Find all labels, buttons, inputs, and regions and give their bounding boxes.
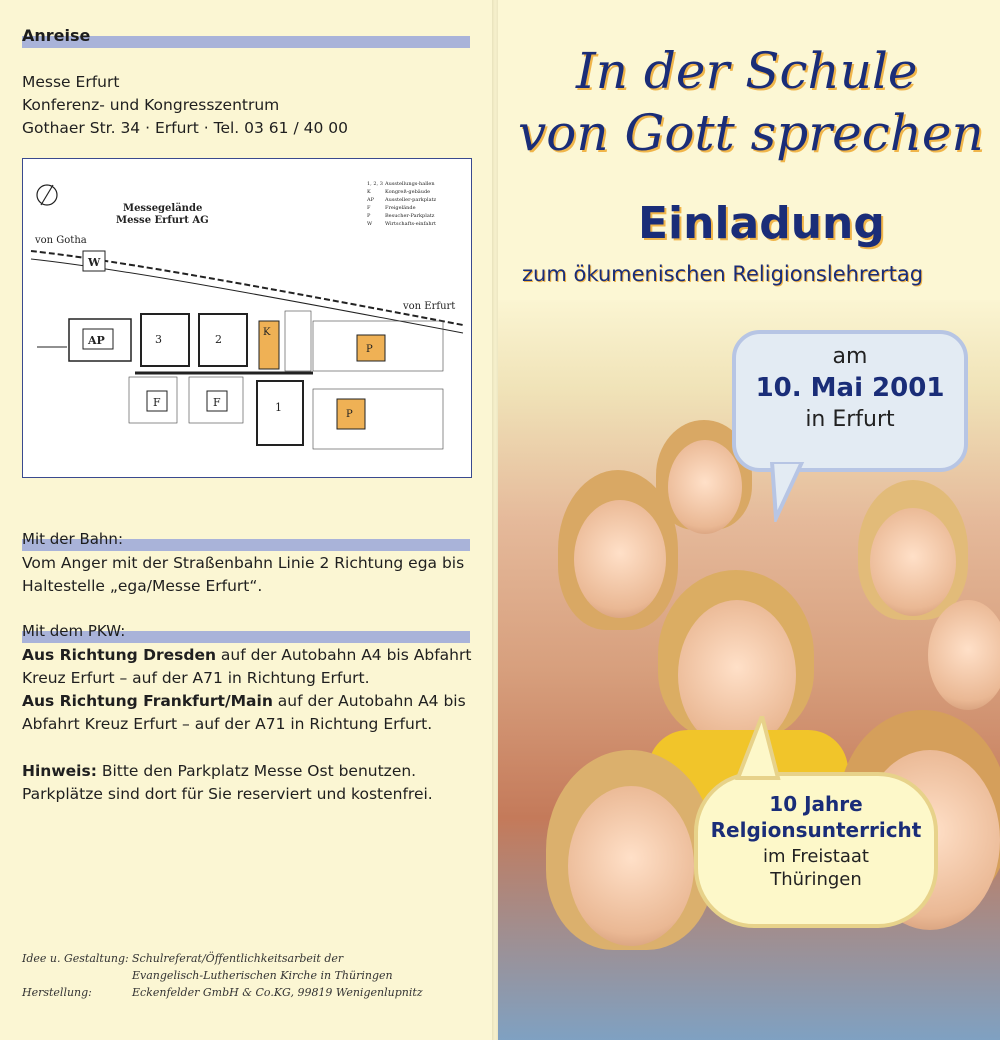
anniversary-line-4: Thüringen bbox=[770, 869, 862, 890]
map-label-2: 2 bbox=[215, 333, 222, 346]
anniversary-line-3: im Freistaat bbox=[763, 846, 869, 867]
map-legend-label: Ausstellungs-hallen bbox=[385, 181, 435, 187]
site-map bbox=[22, 158, 472, 478]
map-from-gotha: von Gotha bbox=[35, 235, 87, 246]
pkw-dresden-line-2: Kreuz Erfurt – auf der A71 in Richtung Erfurt. bbox=[22, 669, 370, 687]
bahn-heading: Mit der Bahn: bbox=[22, 530, 123, 548]
address-line-3: Gothaer Str. 34 · Erfurt · Tel. 03 61 / 40 00 bbox=[22, 119, 348, 137]
anniversary-bubble-tail bbox=[732, 716, 782, 786]
map-legend-key: W bbox=[367, 221, 373, 227]
date-bubble-tail bbox=[768, 462, 808, 522]
credit-idee-2: Evangelisch-Lutherischen Kirche in Thüringen bbox=[132, 969, 393, 982]
map-legend-label: Besucher-Parkplatz bbox=[385, 213, 435, 219]
map-legend bbox=[366, 181, 437, 227]
bahn-line-2: Haltestelle „ega/Messe Erfurt“. bbox=[22, 577, 263, 595]
pkw-dresden-bold: Aus Richtung Dresden bbox=[22, 646, 216, 664]
map-label-p1: P bbox=[366, 344, 373, 355]
map-label-1: 1 bbox=[275, 401, 282, 414]
map-label-f1: F bbox=[153, 396, 161, 409]
map-label-ap: AP bbox=[88, 334, 105, 347]
title-line-1: In der Schule bbox=[576, 42, 918, 100]
map-legend-key: AP bbox=[367, 197, 374, 203]
date-bubble-date: 10. Mai 2001 bbox=[755, 373, 945, 403]
left-panel bbox=[0, 0, 492, 1040]
title-line-2: von Gott sprechen bbox=[518, 104, 984, 162]
pkw-frankfurt-line-2: Abfahrt Kreuz Erfurt – auf der A71 in Richtung Erfurt. bbox=[22, 715, 433, 733]
hinweis-bold: Hinweis: bbox=[22, 762, 97, 780]
site-map-drawing bbox=[23, 159, 471, 477]
credit-idee-label: Idee u. Gestaltung: bbox=[22, 952, 129, 965]
map-legend-key: 1, 2, 3 bbox=[367, 181, 383, 187]
pkw-frankfurt-rest: auf der Autobahn A4 bis bbox=[272, 692, 466, 710]
map-site-label-2: Messe Erfurt AG bbox=[116, 215, 209, 226]
pkw-dresden-rest: auf der Autobahn A4 bis Abfahrt bbox=[216, 646, 472, 664]
map-site-label-1: Messegelände bbox=[123, 203, 203, 214]
map-legend-key: K bbox=[367, 189, 371, 195]
child-face bbox=[568, 786, 694, 946]
map-legend-label: Freigelände bbox=[385, 205, 416, 211]
child-face bbox=[668, 440, 742, 534]
map-label-p2: P bbox=[346, 409, 353, 420]
pkw-frankfurt-bold: Aus Richtung Frankfurt/Main bbox=[22, 692, 273, 710]
map-hall-2 bbox=[199, 314, 247, 366]
map-hall-3 bbox=[141, 314, 189, 366]
anniversary-speech-bubble bbox=[694, 772, 938, 928]
anniversary-line-1: 10 Jahre bbox=[769, 792, 863, 816]
credit-herst-label: Herstellung: bbox=[22, 986, 92, 999]
hinweis-line-1 bbox=[22, 760, 416, 783]
bahn-line-1: Vom Anger mit der Straßenbahn Linie 2 Richtung ega bis bbox=[22, 554, 465, 572]
map-legend-label: Aussteller-parkplatz bbox=[385, 197, 437, 203]
subtitle: zum ökumenischen Religionslehrertag bbox=[522, 262, 924, 286]
date-speech-bubble bbox=[732, 330, 968, 472]
anniversary-line-2: Relgionsunterricht bbox=[710, 818, 922, 842]
compass-needle bbox=[41, 185, 53, 205]
date-bubble-place: in Erfurt bbox=[805, 407, 895, 432]
address-line-1: Messe Erfurt bbox=[22, 73, 120, 91]
pkw-frankfurt-line-1 bbox=[22, 690, 466, 713]
child-face bbox=[870, 508, 956, 616]
child-face bbox=[928, 600, 1000, 710]
map-legend-label: Kongreß-gebäude bbox=[385, 189, 431, 195]
map-label-3: 3 bbox=[155, 333, 162, 346]
map-legend-key: P bbox=[367, 213, 371, 219]
hinweis-rest: Bitte den Parkplatz Messe Ost benutzen. bbox=[96, 762, 417, 780]
hinweis-line-2: Parkplätze sind dort für Sie reserviert und kostenfrei. bbox=[22, 785, 433, 803]
map-label-f2: F bbox=[213, 396, 221, 409]
credit-idee-1: Schulreferat/Öffentlichkeitsarbeit der bbox=[132, 952, 344, 965]
right-panel bbox=[498, 0, 1000, 1040]
pkw-dresden-line-1 bbox=[22, 644, 471, 667]
map-label-w: W bbox=[88, 256, 101, 269]
map-label-k: K bbox=[263, 327, 271, 338]
map-legend-key: F bbox=[367, 205, 371, 211]
credit-herst: Eckenfelder GmbH & Co.KG, 99819 Wenigenlupnitz bbox=[132, 986, 423, 999]
date-bubble-line-1: am bbox=[832, 344, 868, 369]
einladung-heading: Einladung bbox=[638, 198, 885, 249]
anreise-heading: Anreise bbox=[22, 26, 91, 45]
address-line-2: Konferenz- und Kongresszentrum bbox=[22, 96, 280, 114]
map-legend-label: Wirtschafts-einfahrt bbox=[385, 221, 436, 227]
map-from-erfurt: von Erfurt bbox=[403, 301, 456, 312]
child-face bbox=[574, 500, 666, 618]
pkw-heading: Mit dem PKW: bbox=[22, 622, 126, 640]
